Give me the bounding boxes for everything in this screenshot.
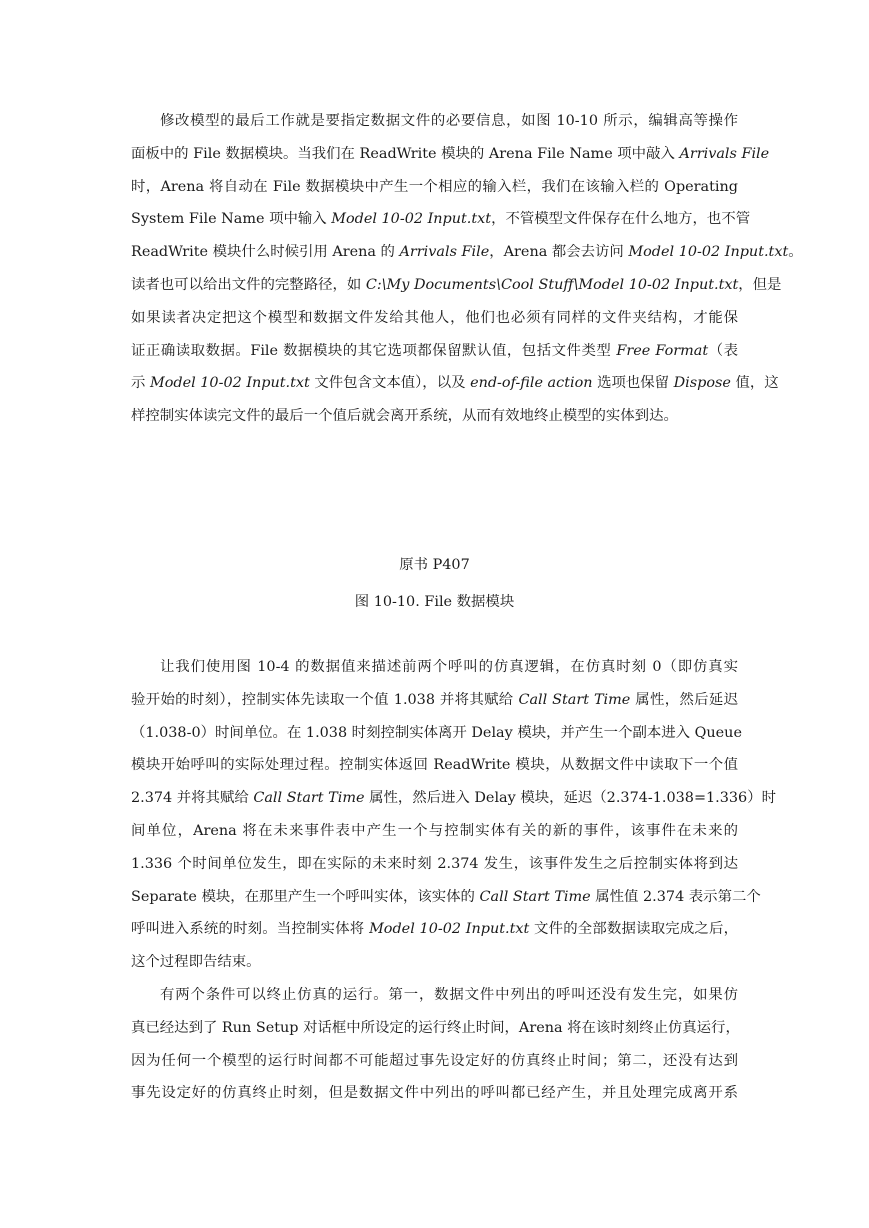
text-line xyxy=(131,335,738,368)
text-line xyxy=(131,171,738,204)
italic-term: Model 10-02 Input.txt xyxy=(149,375,310,392)
text-run: 1.336 个时间单位发生，即在实际的未来时刻 2.374 发生，该事件发生之后控制实体将到达 xyxy=(131,855,738,872)
text-run: ，Arena 都会去访问 xyxy=(489,244,629,261)
text-run: 属性，然后进入 Delay 模块，延迟（2.374-1.038=1.336）时 xyxy=(364,790,776,807)
text-line xyxy=(131,400,738,433)
figure-caption: 图 10-10. File 数据模块 xyxy=(354,594,515,610)
text-line xyxy=(131,367,779,400)
text-run: （1.038-0）时间单位。在 1.038 时刻控制实体离开 Delay 模块，并产生一个副本进入 Queue xyxy=(131,724,742,741)
text-run: 2.374 并将其赋给 xyxy=(131,790,254,807)
text-run: 读者也可以给出文件的完整路径，如 xyxy=(131,276,366,293)
text-run: 样控制实体读完文件的最后一个值后就会离开系统，从而有效地终止模型的实体到达。 xyxy=(131,408,678,425)
text-run: ，不管模型文件保存在什么地方，也不管 xyxy=(491,211,751,228)
text-line xyxy=(131,1077,738,1110)
text-line xyxy=(131,749,738,782)
italic-term: Model 10-02 Input.txt xyxy=(331,211,492,228)
text-run: 文件的全部数据读取完成之后， xyxy=(529,921,738,938)
text-run: 证正确读取数据。File 数据模块的其它选项都保留默认值，包括文件类型 xyxy=(131,342,617,359)
figure-source-note: 原书 P407 xyxy=(399,557,470,573)
text-line xyxy=(131,1012,738,1045)
text-line xyxy=(131,848,738,881)
italic-term: Model 10-02 Input.txt xyxy=(369,921,530,938)
text-run: （表 xyxy=(708,342,738,359)
text-run: 间单位，Arena 将在未来事件表中产生一个与控制实体有关的新的事件，该事件在未来的 xyxy=(131,822,738,839)
text-line xyxy=(131,979,738,1012)
text-line xyxy=(131,269,782,302)
italic-term: Call Start Time xyxy=(479,888,591,905)
text-line xyxy=(131,138,770,171)
text-run: 因为任何一个模型的运行时间都不可能超过事先设定好的仿真终止时间；第二，还没有达到 xyxy=(131,1052,738,1069)
italic-term: Call Start Time xyxy=(253,790,365,807)
text-run: Separate 模块，在那里产生一个呼叫实体，该实体的 xyxy=(131,888,480,905)
text-line xyxy=(131,1045,738,1078)
text-run: ，但是 xyxy=(738,276,782,293)
text-run: 属性，然后延迟 xyxy=(630,691,738,708)
italic-term: Free Format xyxy=(616,342,709,359)
text-run: 时，Arena 将自动在 File 数据模块中产生一个相应的输入栏，我们在该输入栏的 Operating xyxy=(131,178,738,195)
italic-term: end-of-file action xyxy=(470,375,593,392)
text-line xyxy=(131,236,803,269)
italic-term: Dispose xyxy=(673,375,731,392)
text-run: 示 xyxy=(131,375,150,392)
italic-term: Arrivals File xyxy=(679,145,770,162)
text-run: 事先设定好的仿真终止时刻，但是数据文件中列出的呼叫都已经产生，并且处理完成离开系 xyxy=(131,1085,738,1102)
italic-term: C:\My Documents\Cool Stuff\Model 10-02 Input.txt xyxy=(365,276,739,293)
text-run: 真已经达到了 Run Setup 对话框中所设定的运行终止时间，Arena 将在该时刻终止仿真运行， xyxy=(131,1019,740,1036)
body-paragraph-simulation-logic xyxy=(131,651,776,979)
text-run: 验开始的时刻），控制实体先读取一个值 1.038 并将其赋给 xyxy=(131,691,519,708)
text-run: System File Name 项中输入 xyxy=(131,211,332,228)
text-line xyxy=(131,881,761,914)
text-run: 这个过程即告结束。 xyxy=(131,954,261,971)
text-run: 修改模型的最后工作就是要指定数据文件的必要信息，如图 10-10 所示，编辑高等操作 xyxy=(160,113,738,129)
text-line xyxy=(131,946,738,979)
text-run: 如果读者决定把这个模型和数据文件发给其他人，他们也必须有同样的文件夹结构，才能保 xyxy=(131,309,738,326)
text-line xyxy=(131,684,738,717)
text-run: 模块开始呼叫的实际处理过程。控制实体返回 ReadWrite 模块，从数据文件中读取下一个值 xyxy=(131,757,738,774)
text-line xyxy=(131,815,738,848)
text-run: 选项也保留 xyxy=(592,375,674,392)
text-run: ReadWrite 模块什么时候引用 Arena 的 xyxy=(131,244,400,261)
text-line xyxy=(131,717,742,750)
text-run: 属性值 2.374 表示第二个 xyxy=(590,888,761,905)
text-run: 面板中的 File 数据模块。当我们在 ReadWrite 模块的 Arena File Name 项中敲入 xyxy=(131,145,680,162)
text-run: 呼叫进入系统的时刻。当控制实体将 xyxy=(131,921,370,938)
body-paragraph-termination xyxy=(131,979,738,1110)
text-line xyxy=(131,913,738,946)
text-run: 文件包含文本值），以及 xyxy=(309,375,471,392)
italic-term: Model 10-02 Input.txt xyxy=(628,244,789,261)
text-run: 。 xyxy=(788,244,803,261)
text-line xyxy=(131,302,738,335)
text-run: 值，这 xyxy=(730,375,779,392)
text-line xyxy=(131,203,751,236)
body-paragraph-file-module xyxy=(131,105,803,433)
text-line xyxy=(131,105,738,138)
italic-term: Call Start Time xyxy=(518,691,631,708)
text-line xyxy=(131,651,738,684)
text-run: 让我们使用图 10-4 的数据值来描述前两个呼叫的仿真逻辑，在仿真时刻 0（即仿真实 xyxy=(160,659,738,675)
text-run: 有两个条件可以终止仿真的运行。第一，数据文件中列出的呼叫还没有发生完，如果仿 xyxy=(160,987,738,1003)
text-line xyxy=(131,782,776,815)
italic-term: Arrivals File xyxy=(399,244,490,261)
